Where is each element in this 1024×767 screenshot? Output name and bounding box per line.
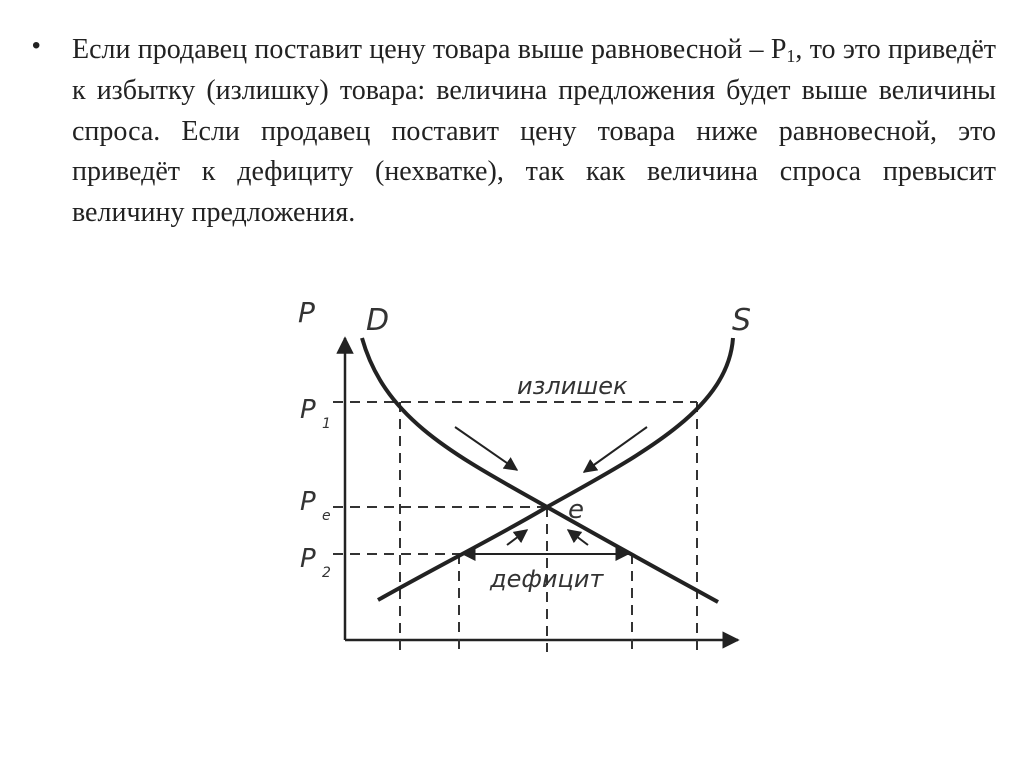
- pe-label-sub: e: [322, 508, 331, 524]
- demand-label: D: [366, 303, 390, 338]
- paragraph-text-2: , то это приведёт к избытку (излишку) товара: величина предложения будет выше величины спроса. Если продавец поставит цену товара ниже равновесной, это приведёт к дефициту (нехватке), так как величина спроса превысит величину предложения.: [72, 34, 997, 229]
- surplus-label: излишек: [517, 372, 628, 400]
- pe-label: P: [300, 487, 316, 517]
- p2-label-sub: 2: [322, 565, 331, 581]
- p1-label-sub: 1: [322, 416, 331, 432]
- surplus-arrow-left: [455, 427, 517, 470]
- supply-label: S: [732, 303, 752, 338]
- price-axis-label: P: [298, 296, 315, 329]
- paragraph-text-1: Если продавец поставит цену товара выше равновесной – P: [72, 34, 787, 65]
- deficit-arrow-right: [568, 530, 588, 545]
- bullet-marker: •: [32, 32, 41, 59]
- surplus-arrow-right: [584, 427, 647, 472]
- paragraph-subscript: 1: [786, 46, 796, 66]
- equilibrium-label: e: [568, 495, 584, 525]
- deficit-label: дефицит: [490, 565, 604, 593]
- deficit-arrow-left: [507, 530, 527, 545]
- p1-label: P: [300, 395, 316, 425]
- p2-label: P: [300, 544, 316, 574]
